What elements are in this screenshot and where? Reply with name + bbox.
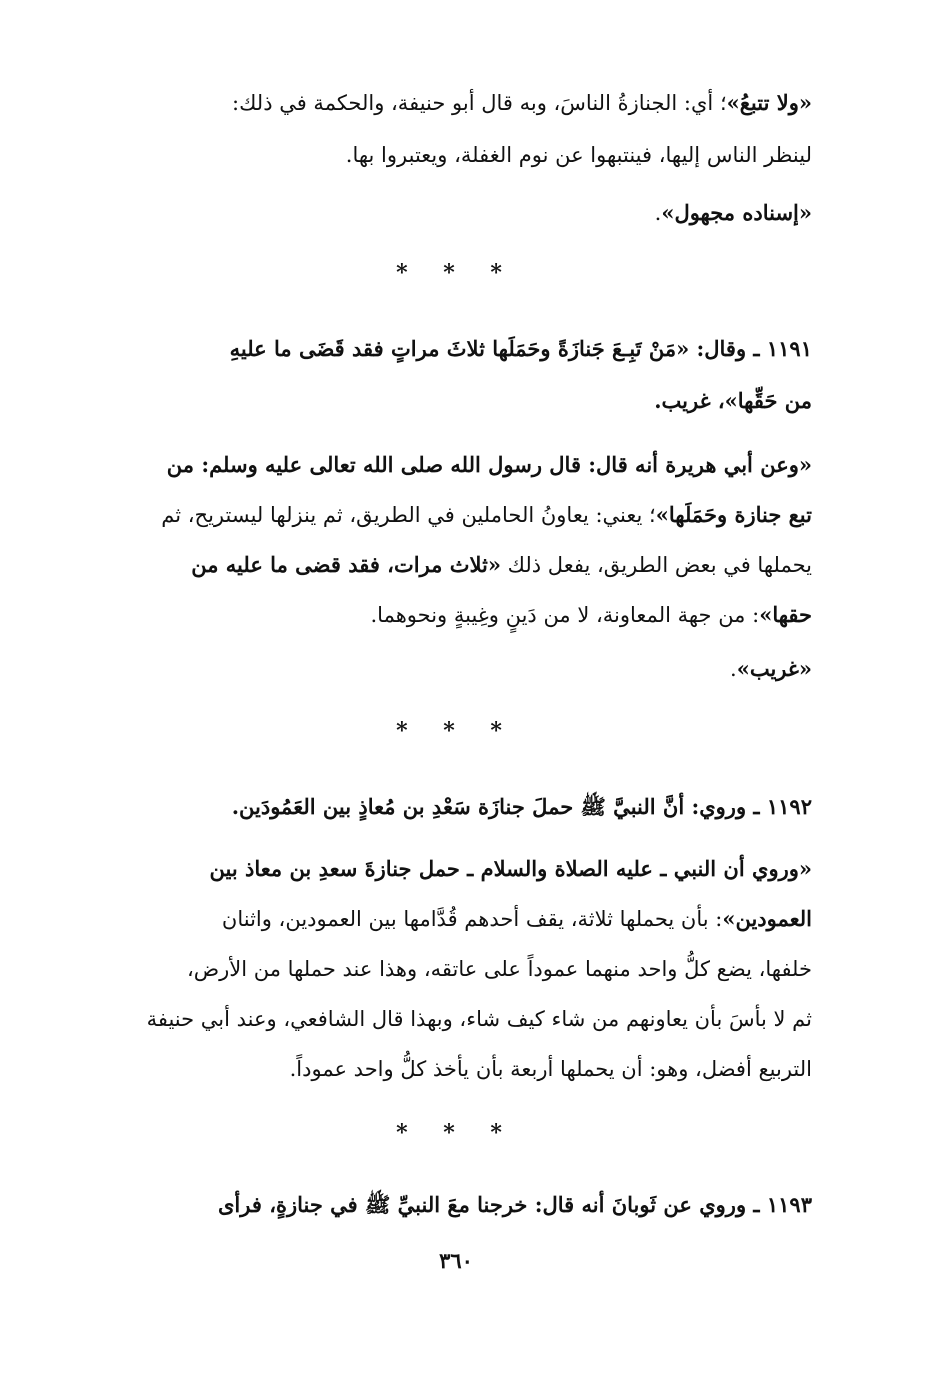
text-line: العمودين»: بأن يحملها ثلاثة، يقف أحدهم قُدَّامها بين العمودين، واثنان (221, 906, 812, 931)
page-number: ٣٦٠ (439, 1248, 473, 1273)
hadith-heading: ١١٩٢ ـ وروي: أنَّ النبيَّ ﷺ حملَ جنازَة سَعْدِ بن مُعاذٍ بين العَمُودَين. (231, 794, 812, 819)
hadith-heading: ١١٩١ ـ وقال: «مَنْ تَبِـعَ جَنازَةً وحَمَلَها ثلاثَ مراتٍ فقد قَضَى ما عليهِ (229, 336, 812, 361)
text-line: خلفها، يضع كلُّ واحد منهما عموداً على عاتقه، وهذا عند حملها من الأرض، (186, 957, 812, 981)
quoted-phrase: «إسناده مجهول» (661, 200, 812, 225)
text-line (100, 88, 812, 118)
quoted-phrase: العمودين» (722, 906, 812, 931)
text-line: حقها»: من جهة المعاونة، لا من دَينٍ وغِيبةٍ ونحوهما. (370, 602, 812, 627)
quoted-phrase: حقها» (759, 602, 812, 627)
quoted-phrase: تبع جنازة وحَمَلَها» (655, 502, 812, 527)
hadith-heading: ١١٩٣ ـ وروي عن ثَوبانَ أنه قال: خرجنا معَ النبيِّ ﷺ في جنازةٍ، فرأى (217, 1192, 812, 1217)
quoted-phrase: «غريب» (736, 656, 812, 681)
text-line: ثم لا بأسَ بأن يعاونهم من شاء كيف شاء، وبهذا قال الشافعي، وعند أبي حنيفة (146, 1007, 812, 1031)
section-separator: * * * (396, 1120, 516, 1146)
text-line: «وروي أن النبي ـ عليه الصلاة والسلام ـ حمل جنازةَ سعدِ بن معاذ بين (209, 856, 812, 881)
text-line: «غريب». (730, 656, 812, 681)
text-line: تبع جنازة وحَمَلَها»؛ يعني: يعاونُ الحاملين في الطريق، ثم ينزلها ليستريح، ثم (161, 502, 812, 527)
text-line: «وعن أبي هريرة أنه قال: قال رسول الله صلى الله تعالى عليه وسلم: من (166, 452, 812, 477)
text-line: من حَقِّها»، غريب. (654, 388, 812, 413)
text-line: يحملها في بعض الطريق، يفعل ذلك «ثلاث مرات، فقد قضى ما عليه من (191, 552, 812, 577)
section-separator: * * * (396, 718, 516, 744)
quoted-phrase: «ولا تتبعُ» (726, 90, 812, 115)
text-line: لينظر الناس إليها، فينتبهوا عن نوم الغفلة، ويعتبروا بها. (345, 143, 812, 167)
quoted-phrase: «ثلاث مرات، فقد قضى ما عليه من (191, 552, 501, 577)
text-line: التربيع أفضل، وهو: أن يحملها أربعة بأن يأخذ كلُّ واحد عموداً. (289, 1057, 812, 1081)
text-line: «إسناده مجهول». (654, 200, 812, 225)
commentary-text: ؛ أي: الجنازةُ الناسَ، وبه قال أبو حنيفة، والحكمة في ذلك: (232, 91, 727, 115)
section-separator: * * * (396, 260, 516, 286)
